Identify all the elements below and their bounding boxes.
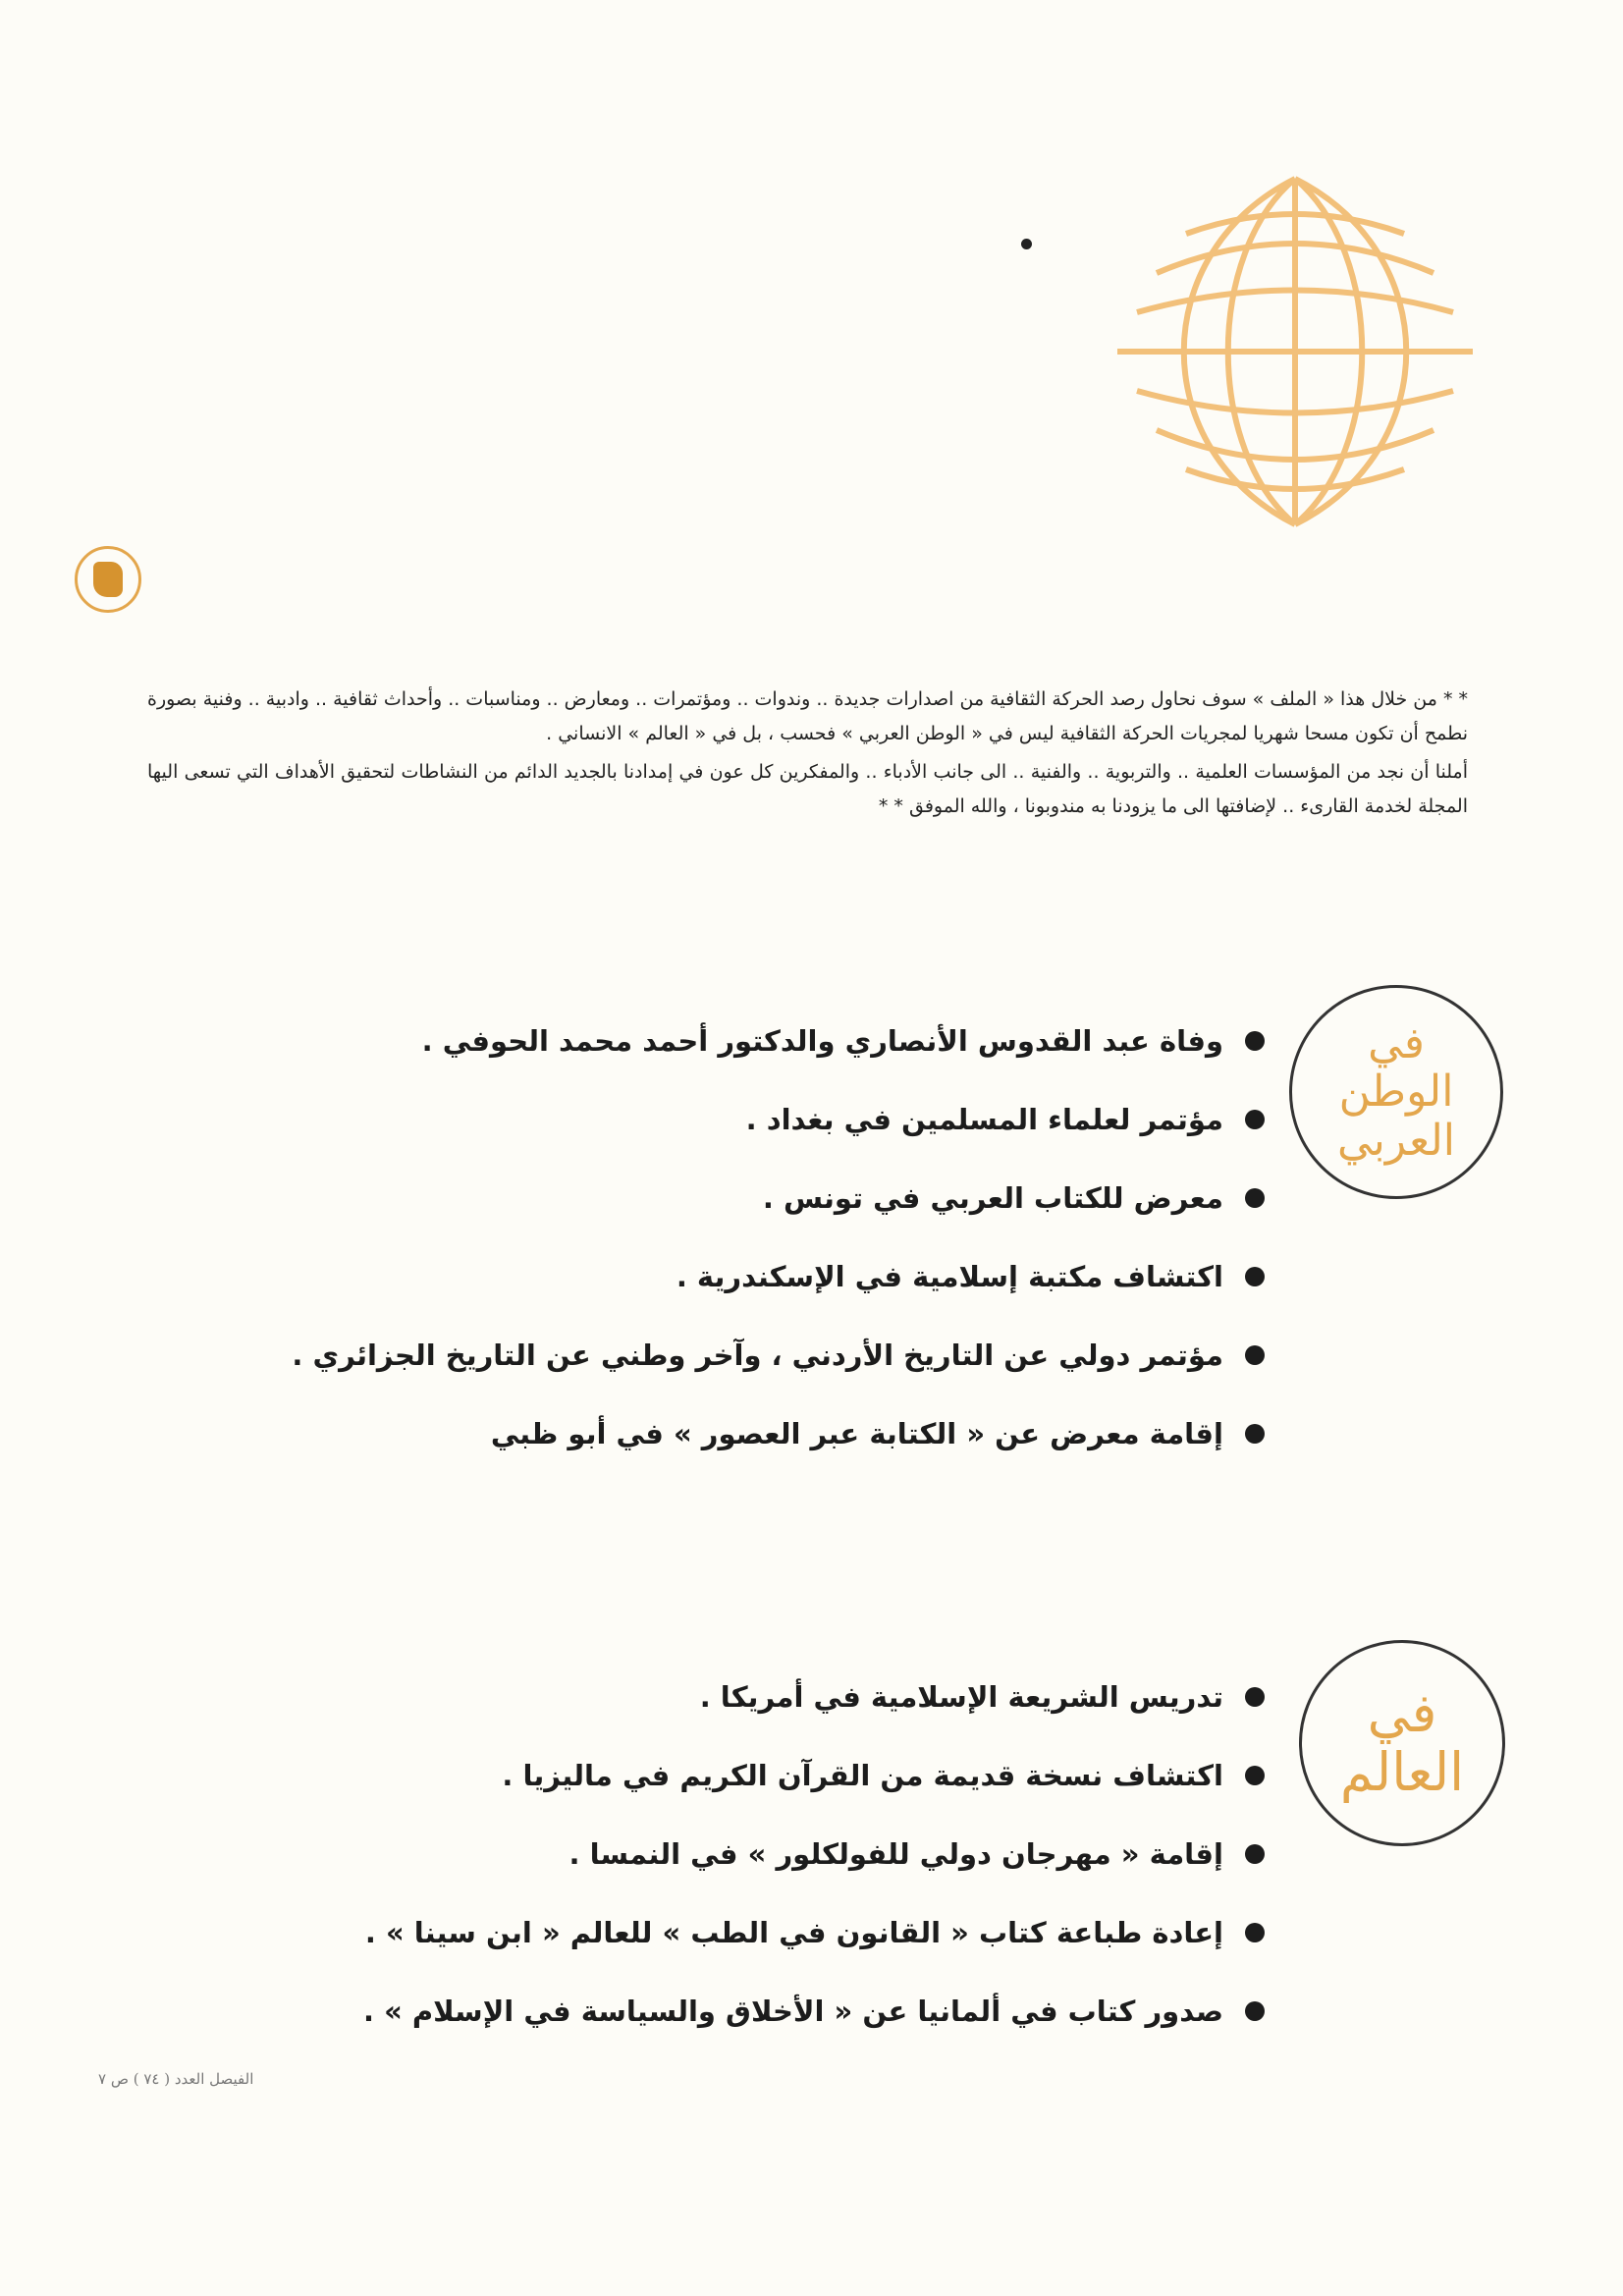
list-item-text: تدريس الشريعة الإسلامية في أمريكا . bbox=[699, 1680, 1223, 1714]
intro-paragraph: * * من خلال هذا « الملف » سوف نحاول رصد الحركة الثقافية من اصدارات جديدة .. وندوات .. ومؤتمرات .. ومعارض .. ومناسبات .. وأحداث ثقافية .. وادبية .. وفنية بصورة نطمح أن تكون مسحا شهريا لمجريات الحركة الثقافية ليس في « الوطن العربي » فحسب ، بل في « العالم » الانساني . bbox=[146, 688, 1468, 744]
arab-news-list bbox=[234, 1002, 1265, 1473]
page-footer: الفيصل العدد ( ٧٤ ) ص ٧ bbox=[98, 2070, 254, 2088]
list-item-text: وفاة عبد القدوس الأنصاري والدكتور أحمد محمد الحوفي . bbox=[421, 1024, 1223, 1058]
list-item-text: إقامة « مهرجان دولي للفولكلور » في النمسا . bbox=[568, 1837, 1223, 1871]
bullet-icon bbox=[1245, 1267, 1265, 1286]
list-item bbox=[234, 1002, 1265, 1080]
bullet-icon bbox=[1245, 1188, 1265, 1208]
badge-word: العربي bbox=[1336, 1115, 1456, 1166]
bullet-icon bbox=[1245, 1766, 1265, 1785]
world-news-list bbox=[234, 1658, 1265, 2050]
intro-text bbox=[147, 683, 1468, 828]
badge-word: العالم bbox=[1339, 1741, 1465, 1803]
list-item-text: إقامة معرض عن « الكتابة عبر العصور » في أبو ظبي bbox=[490, 1417, 1223, 1450]
bullet-icon bbox=[1245, 1424, 1265, 1444]
list-item-text: صدور كتاب في ألمانيا عن « الأخلاق والسياسة في الإسلام » . bbox=[362, 1995, 1223, 2028]
list-item-text: اكتشاف نسخة قديمة من القرآن الكريم في ماليزيا . bbox=[502, 1759, 1223, 1792]
list-item bbox=[234, 1316, 1265, 1394]
badge-word: الوطن bbox=[1338, 1066, 1454, 1118]
bullet-icon bbox=[1245, 1110, 1265, 1129]
section-badge-arab-world bbox=[1289, 985, 1503, 1199]
bullet-icon bbox=[1245, 1923, 1265, 1942]
bullet-icon bbox=[1245, 1031, 1265, 1051]
page-marker-icon bbox=[75, 546, 141, 613]
section-badge-world bbox=[1299, 1640, 1505, 1846]
list-item bbox=[234, 1972, 1265, 2050]
bullet-icon bbox=[1245, 1345, 1265, 1365]
list-item bbox=[234, 1893, 1265, 1972]
globe-logo-icon bbox=[1117, 175, 1473, 528]
badge-word: في bbox=[1367, 1681, 1437, 1744]
list-item-text: مؤتمر لعلماء المسلمين في بغداد . bbox=[745, 1103, 1223, 1136]
decorative-dot bbox=[1021, 239, 1032, 249]
list-item-text: اكتشاف مكتبة إسلامية في الإسكندرية . bbox=[676, 1260, 1223, 1293]
list-item bbox=[234, 1815, 1265, 1893]
list-item bbox=[234, 1658, 1265, 1736]
bullet-icon bbox=[1245, 2001, 1265, 2021]
list-item bbox=[234, 1159, 1265, 1237]
list-item-text: مؤتمر دولي عن التاريخ الأردني ، وآخر وطني عن التاريخ الجزائري . bbox=[292, 1339, 1223, 1372]
list-item bbox=[234, 1080, 1265, 1159]
list-item-text: معرض للكتاب العربي في تونس . bbox=[762, 1181, 1223, 1215]
bullet-icon bbox=[1245, 1844, 1265, 1864]
intro-paragraph: أملنا أن نجد من المؤسسات العلمية .. والتربوية .. والفنية .. الى جانب الأدباء .. والمفكرين كل عون في إمدادنا بالجديد الدائم من النشاطات لتحقيق الأهداف التي تسعى اليها المجلة لخدمة القارىء .. لإضافتها الى ما يزودنا به مندوبونا ، والله الموفق * * bbox=[147, 761, 1468, 817]
bullet-icon bbox=[1245, 1687, 1265, 1707]
list-item bbox=[234, 1736, 1265, 1815]
list-item bbox=[234, 1394, 1265, 1473]
list-item-text: إعادة طباعة كتاب « القانون في الطب » للعالم « ابن سينا » . bbox=[364, 1916, 1223, 1949]
badge-word: في bbox=[1368, 1018, 1425, 1069]
list-item bbox=[234, 1237, 1265, 1316]
